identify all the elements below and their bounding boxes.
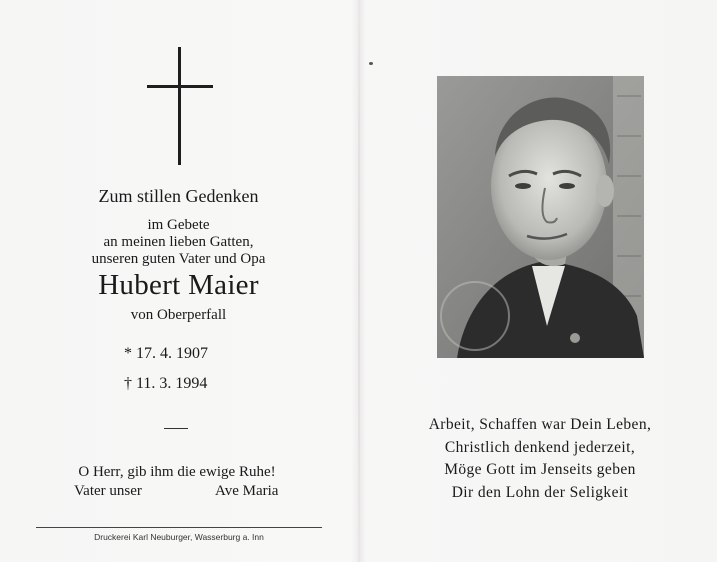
dedication-line: an meinen lieben Gatten, [103, 234, 254, 250]
poem-line: Christlich denkend jederzeit, [444, 438, 636, 456]
deceased-name: Hubert Maier [98, 269, 259, 301]
prayer-line: O Herr, gib ihm die ewige Ruhe! [78, 464, 276, 480]
prayer-vater-unser: Vater unser [74, 483, 142, 499]
dedication-line: unseren guten Vater und Opa [91, 251, 266, 267]
poem-line: Dir den Lohn der Seligkeit [451, 483, 629, 501]
origin: von Oberperfall [130, 307, 227, 323]
poem-line: Arbeit, Schaffen war Dein Leben, [428, 416, 652, 433]
poem [378, 414, 702, 504]
divider-dash [164, 428, 188, 429]
prayer-ave-maria: Ave Maria [215, 483, 279, 499]
poem-line: Möge Gott im Jenseits geben [444, 461, 636, 478]
birth-date: * 17. 4. 1907 [124, 345, 208, 362]
printer-imprint: Druckerei Karl Neuburger, Wasserburg a. Inn [94, 532, 264, 542]
speck [369, 62, 373, 65]
dedication [0, 217, 357, 268]
portrait-photo [437, 76, 644, 358]
heading: Zum stillen Gedenken [98, 186, 259, 206]
cross-icon [147, 47, 213, 165]
dedication-line: im Gebete [147, 217, 210, 233]
footer-rule [36, 527, 322, 528]
death-date: † 11. 3. 1994 [124, 375, 208, 392]
card-fold [358, 0, 360, 562]
